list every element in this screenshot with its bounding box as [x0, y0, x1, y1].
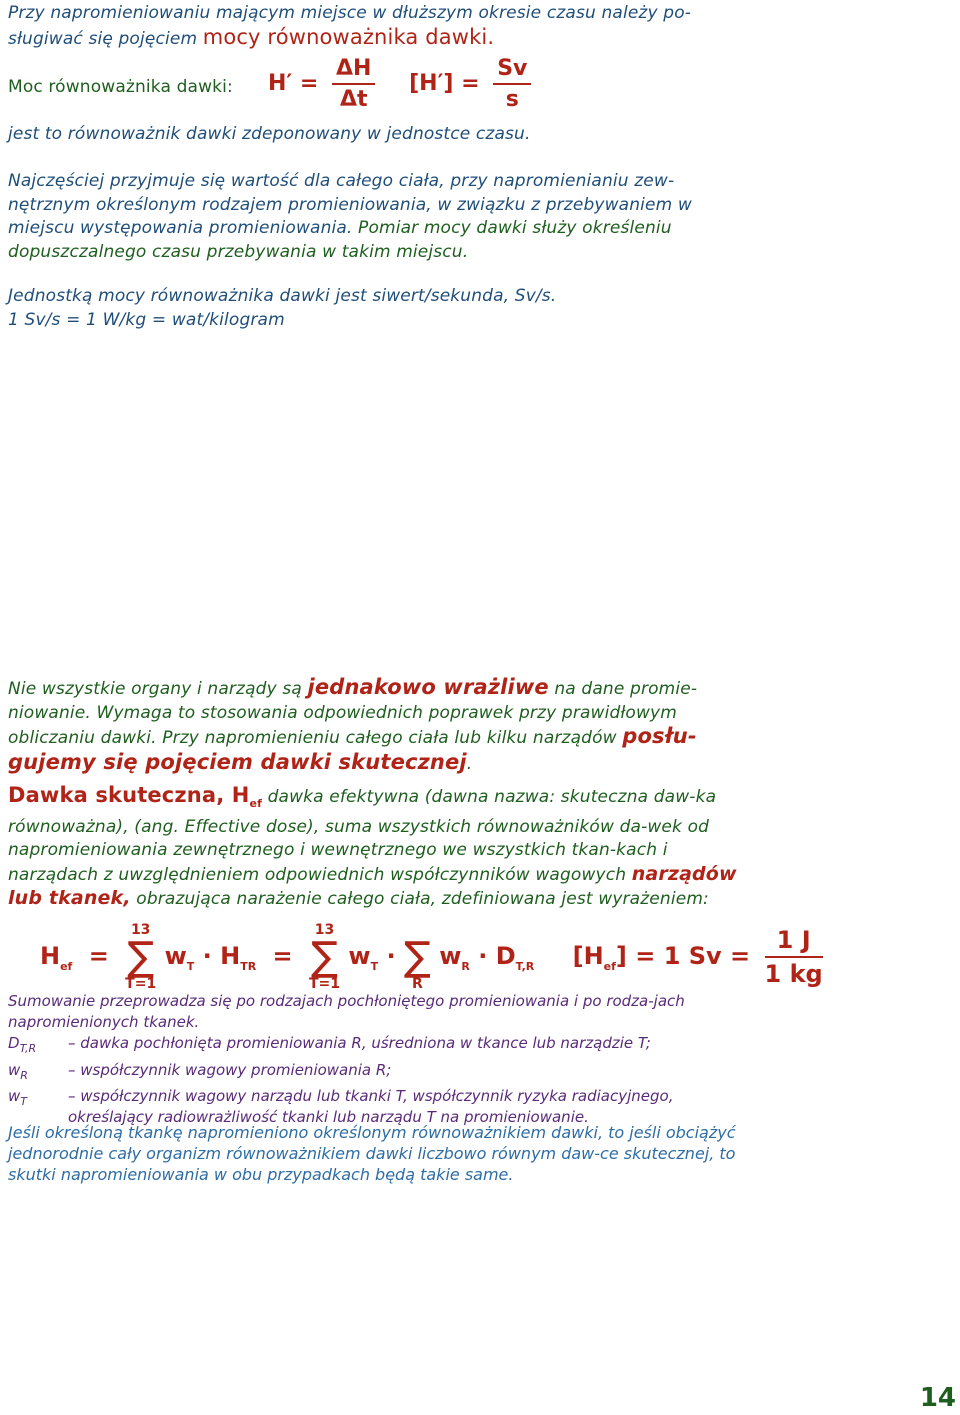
legend-list	[8, 1033, 738, 1127]
emphasis-dose-rate: mocy równoważnika dawki.	[202, 24, 495, 49]
effective-dose-paragraph: Dawka skuteczna, $H_{ef}$ dawka efektywna (dawna nazwa: skuteczna daw-ka równoważna), (ang. Effective dose), suma wszystkich równoważników da-wek od napromieniowania zewnętrznego i wewnętrznego we wszystkich tkan-kach i narządach z uwzględnieniem odpowiednich współczynników wagowych narządów lub tkanek, obrazująca narażenie całego ciała, zdefiniowana jest wyrażeniem:	[8, 783, 737, 910]
definition-line: jest to równoważnik dawki zdeponowany w jednostce czasu.	[8, 124, 531, 144]
conclusion-paragraph: Jeśli określoną tkankę napromieniono określonym równoważnikiem dawki, to jeśli obciążyć jednorodnie cały organizm równoważnikiem dawki liczbowo równym daw-ce skutecznej, to skutki napromieniowania w obu przypadkach będą takie same.	[8, 1123, 736, 1184]
effective-dose-title: Dawka skuteczna, $H_{ef}$	[8, 783, 263, 811]
page-number: 14	[919, 1383, 956, 1413]
organ-sensitivity-paragraph: Nie wszystkie organy i narządy są jednakowo wrażliwe na dane promie-niowanie. Wymaga to stosowania odpowiednich poprawek przy prawidłowym obliczaniu dawki. Przy napromienieniu całego ciała lub kilku narządów posłu-gujemy się pojęciem dawki skutecznej.	[8, 675, 698, 774]
intro-paragraph: Przy napromieniowaniu mającym miejsce w dłuższym okresie czasu należy po- sługiwać się pojęciem mocy równoważnika dawki.	[8, 3, 692, 49]
sum-symbol: ∑ R	[403, 934, 431, 992]
summation-note: Sumowanie przeprowadza się po rodzajach pochłoniętego promieniowania i po rodza-jach napromienionych tkanek.	[8, 992, 685, 1031]
joule-per-kg-fraction: $\frac{1 J}{1 kg}$	[764, 926, 823, 988]
unit-fraction: $\frac{Sv}{s}$	[493, 56, 531, 112]
dose-rate-formula: H′ = $\frac{\Delta H}{\Delta t}$ [H′] = $\frac{Sv}{s}$	[268, 56, 531, 112]
sum-symbol: 13 ∑ T=1	[125, 922, 157, 992]
formula-label: Moc równoważnika dawki:	[8, 77, 233, 97]
formula-fraction: $\frac{\Delta H}{\Delta t}$	[332, 56, 375, 112]
unit-paragraph: Jednostką mocy równoważnika dawki jest siwert/sekunda, Sv/s. 1 Sv/s = 1 W/kg = wat/kilogram	[8, 286, 557, 330]
legend-item-wt: $w_T$ – współczynnik wagowy narządu lub tkanki T, współczynnik ryzyka radiacyjnego, określający radiowrażliwość tkanki lub narządu T na promieniowanie.	[8, 1087, 674, 1126]
paragraph-whole-body: Najczęściej przyjmuje się wartość dla całego ciała, przy napromienianiu zew-nętrznym określonym rodzajem promieniowania, w związku z przebywaniem w miejscu występowania promieniowania. Pomiar mocy dawki służy określeniu dopuszczalnego czasu przebywania w takim miejscu.	[8, 171, 692, 262]
legend-item-wr: $w_R$ – współczynnik wagowy promieniowania R;	[8, 1060, 392, 1082]
effective-dose-formula: $H_{ef} = 13$ ∑ T=1 $w_T \cdot H_{TR} = 13$ ∑ T=1 $w_T$ · ∑ R $w_R \cdot D_{T,R}$ $[H_{ef}] = 1$ Sv = $\frac{1 J}{1 kg}$	[40, 922, 823, 992]
sum-symbol: 13 ∑ T=1	[309, 922, 341, 992]
legend-item-dtr: $D_{T,R}$ – dawka pochłonięta promieniowania R, uśredniona w tkance lub narządzie T;	[8, 1034, 651, 1055]
